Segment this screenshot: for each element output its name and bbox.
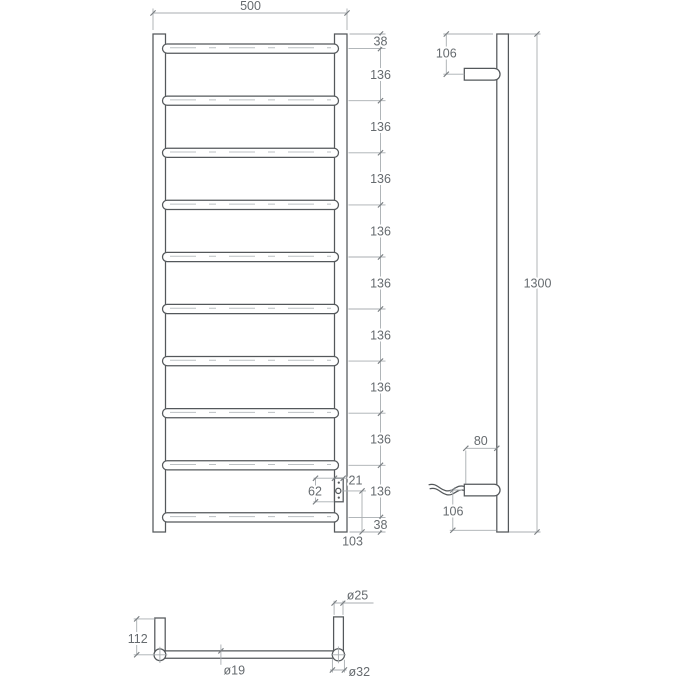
dim-label-box-width: 21	[348, 473, 363, 488]
side-top-bracket	[464, 68, 500, 80]
side-view	[429, 31, 552, 534]
dim-bracket-length	[463, 434, 499, 484]
plan-right-bracket	[334, 617, 344, 651]
bottom-view	[128, 589, 374, 679]
dim-label-seg: 136	[370, 380, 391, 395]
front-view	[150, 0, 391, 548]
screw-dot	[338, 497, 340, 499]
front-left-post	[153, 34, 166, 532]
dim-bar-diameter	[218, 645, 245, 678]
dim-label-width: 500	[240, 0, 261, 13]
dim-label-box-height: 62	[308, 484, 322, 499]
cross-bar	[163, 148, 339, 157]
dim-wall-offset	[128, 616, 155, 657]
cross-bar	[163, 357, 339, 366]
dim-box-height	[308, 476, 334, 505]
cross-bar	[163, 96, 339, 105]
dim-label-seg: 38	[373, 34, 388, 49]
dim-label-outlet: 103	[342, 534, 363, 549]
side-bottom-bracket	[464, 484, 500, 496]
dim-label-seg: 136	[370, 120, 391, 135]
dim-label-bracket-diameter: ø25	[346, 588, 369, 603]
cable-entry-hole	[336, 488, 341, 493]
dim-label-seg: 136	[370, 276, 391, 291]
cross-bar	[163, 513, 339, 522]
cross-bar	[163, 304, 339, 313]
dim-label-seg: 136	[370, 484, 391, 499]
dim-label-seg: 38	[373, 518, 388, 533]
dim-total-height	[509, 31, 551, 534]
dim-label-seg: 136	[370, 68, 391, 82]
plan-left-bracket	[155, 618, 165, 651]
dim-label-seg: 136	[370, 172, 391, 187]
dim-label-post-diameter: ø32	[348, 664, 371, 679]
cross-bar	[163, 461, 339, 470]
cross-bars	[163, 44, 339, 522]
dim-label-bar-diameter: ø19	[223, 663, 246, 678]
front-right-post	[335, 34, 348, 532]
dim-total-width	[150, 0, 349, 30]
dim-label-wall-offset: 112	[127, 631, 148, 646]
dim-post-diameter	[330, 659, 370, 679]
dim-label-seg: 136	[370, 328, 391, 343]
junction-box	[335, 478, 344, 502]
dim-label-seg: 136	[370, 432, 391, 447]
cross-bar	[163, 409, 339, 418]
dim-label-bottom-offset: 106	[442, 504, 464, 519]
dim-label-bracket-length: 80	[473, 434, 488, 448]
dim-chain-right	[349, 31, 391, 534]
dim-label-total-height: 1300	[523, 276, 552, 291]
plan-cross-bar-tube	[158, 651, 340, 658]
side-post	[497, 34, 509, 532]
dim-bracket-diameter	[332, 589, 374, 615]
cross-bar	[163, 200, 339, 209]
dim-label-top-offset: 106	[435, 46, 457, 61]
screw-dot	[338, 482, 340, 484]
dim-label-seg: 136	[370, 224, 391, 239]
cross-bar	[163, 252, 339, 261]
cross-bar	[163, 44, 339, 53]
